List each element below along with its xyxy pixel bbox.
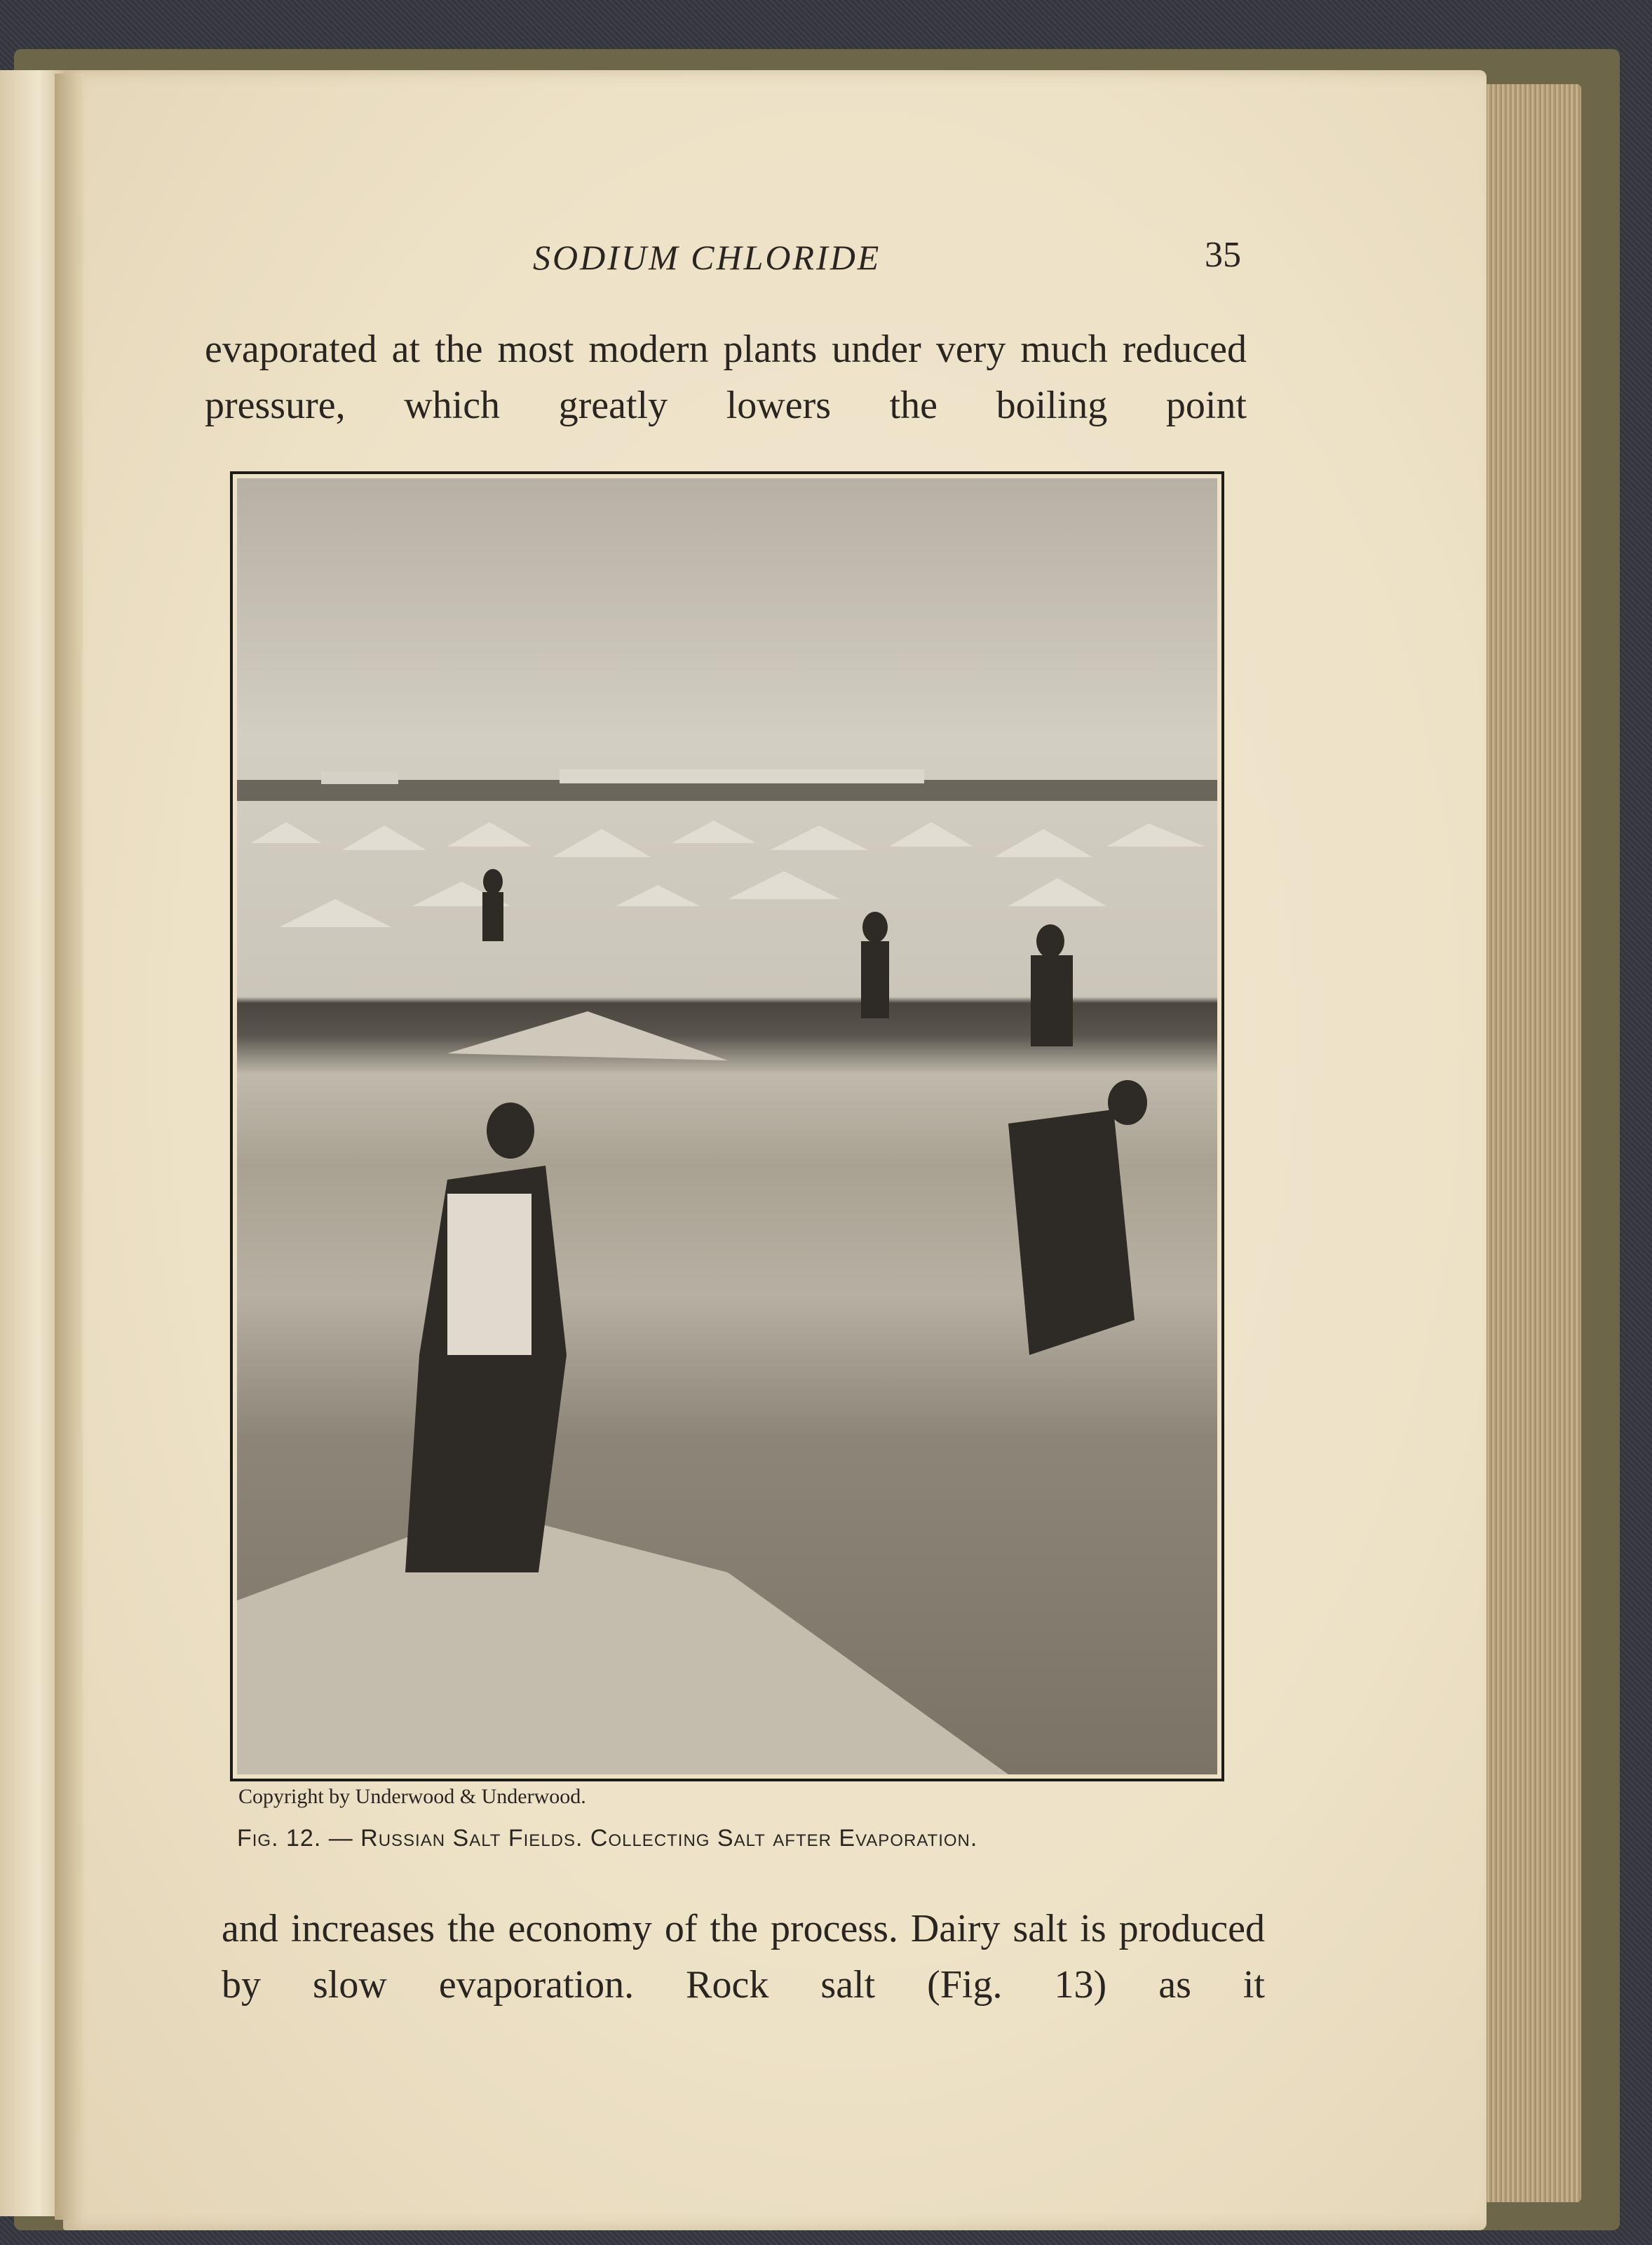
- figure-frame: [230, 471, 1224, 1781]
- page-edges: [1476, 84, 1581, 2202]
- shed-roof: [321, 771, 398, 784]
- paragraph-top: evaporated at the most modern plants under very much reduced pressure, which greatly lowers the boiling point: [205, 328, 1247, 427]
- foreground-salt-mound: [237, 1509, 1008, 1774]
- distant-salt-mounds: [251, 821, 1205, 927]
- page-number: 35: [1205, 235, 1241, 275]
- salt-field-photograph: [237, 478, 1217, 1774]
- page-gutter: [55, 74, 83, 2220]
- figure-caption: Fig. 12. — Russian Salt Fields. Collecting Salt after Evaporation.: [237, 1825, 978, 1852]
- worker-white-blouse: [447, 1194, 532, 1355]
- paragraph-bottom: and increases the economy of the process. Dairy salt is produced by slow evaporation. Rock salt (Fig. 13) as it: [222, 1907, 1265, 2007]
- photograph-icon: [237, 478, 1217, 1774]
- salt-mound: [447, 1011, 728, 1060]
- photo-credit: Copyright by Underwood & Underwood.: [238, 1785, 586, 1808]
- shed-roof: [560, 769, 924, 783]
- running-head: SODIUM CHLORIDE: [533, 238, 881, 277]
